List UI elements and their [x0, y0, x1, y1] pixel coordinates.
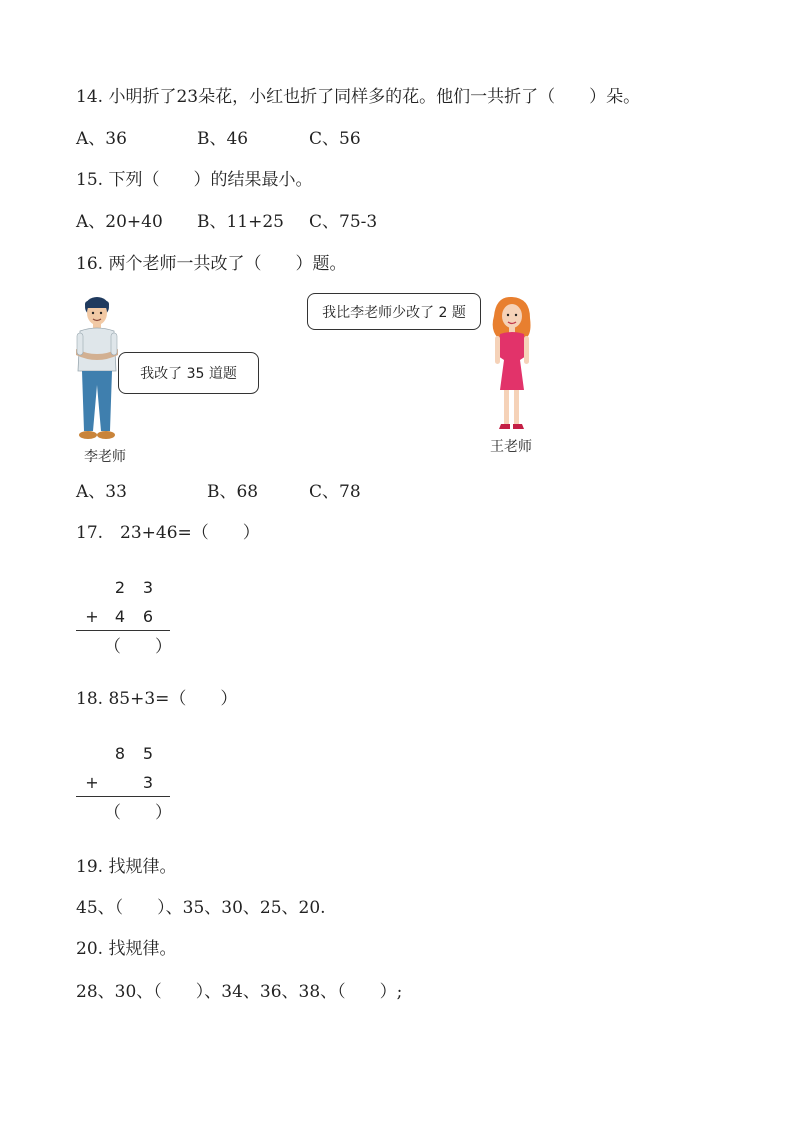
q17-plus-sign: + — [85, 607, 99, 626]
q15-option-a[interactable]: A、20+40 — [76, 212, 163, 232]
teacher-wang-speech-bubble: 我比李老师少改了 2 题 — [307, 293, 481, 330]
q17-question: 17. 23+46=（ ） — [76, 523, 260, 543]
q18-answer-blank[interactable]: （ ） — [104, 803, 172, 823]
q17-bottom-tens: 4 — [114, 607, 126, 626]
q17-bottom-ones: 6 — [142, 607, 154, 626]
q20-question: 20. 找规律。 — [76, 939, 177, 959]
teacher-li-speech-bubble: 我改了 35 道题 — [118, 352, 259, 394]
q19-sequence[interactable]: 45、（ ）、35、30、25、20. — [76, 898, 326, 918]
q14-option-c[interactable]: C、56 — [309, 129, 361, 149]
q16-option-c[interactable]: C、78 — [309, 482, 361, 502]
q17-answer-blank[interactable]: （ ） — [104, 637, 172, 657]
teacher-wang-illustration — [486, 294, 536, 434]
q17-top-ones: 3 — [142, 578, 154, 597]
q18-question: 18. 85+3=（ ） — [76, 689, 238, 709]
q16-option-b[interactable]: B、68 — [207, 482, 259, 502]
q18-top-tens: 8 — [114, 744, 126, 763]
q15-question: 15. 下列（ ）的结果最小。 — [76, 170, 313, 190]
q18-plus-sign: + — [85, 773, 99, 792]
q14-option-a[interactable]: A、36 — [76, 129, 127, 149]
q15-option-c[interactable]: C、75-3 — [309, 212, 378, 232]
q20-sequence[interactable]: 28、30、（ ）、34、36、38、（ ）; — [76, 982, 403, 1002]
teacher-wang-name: 王老师 — [490, 439, 532, 455]
q17-sum-line — [76, 630, 170, 631]
q17-top-tens: 2 — [114, 578, 126, 597]
q14-question: 14. 小明折了23朵花，小红也折了同样多的花。他们一共折了（ ）朵。 — [76, 87, 641, 107]
q14-option-b[interactable]: B、46 — [197, 129, 249, 149]
teacher-li-name: 李老师 — [84, 449, 126, 465]
q15-option-b[interactable]: B、11+25 — [197, 212, 285, 232]
q19-question: 19. 找规律。 — [76, 857, 177, 877]
q16-option-a[interactable]: A、33 — [76, 482, 127, 502]
q16-question: 16. 两个老师一共改了（ ）题。 — [76, 254, 347, 274]
q18-bottom-ones: 3 — [142, 773, 154, 792]
q18-top-ones: 5 — [142, 744, 154, 763]
q18-sum-line — [76, 796, 170, 797]
